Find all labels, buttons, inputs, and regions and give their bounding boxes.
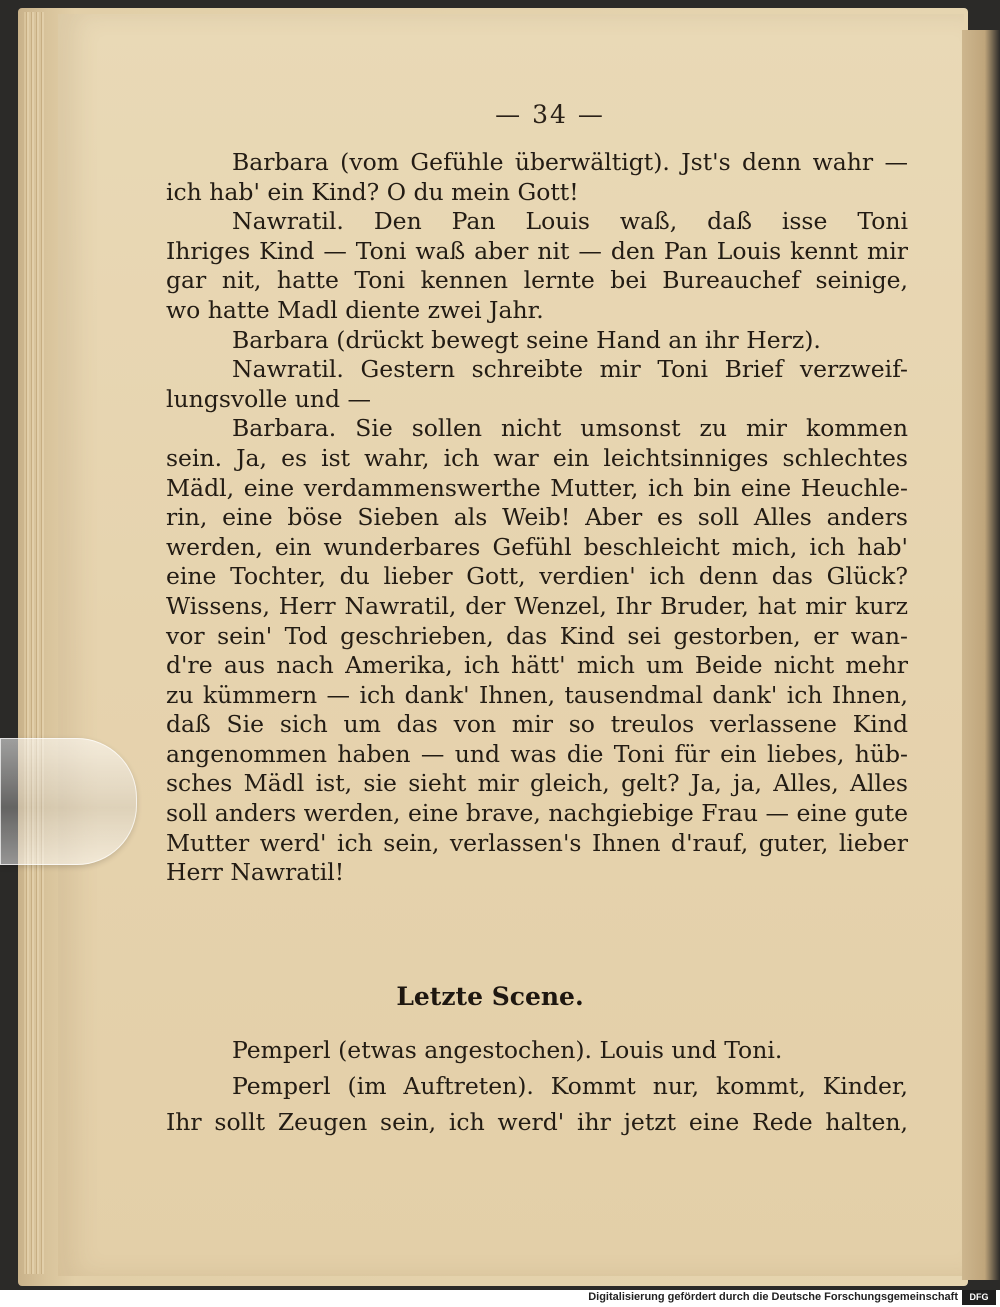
text-line: ich hab' ein Kind? O du mein Gott! [166, 177, 579, 206]
text-line: Barbara (drückt bewegt seine Hand an ihr Herz). [232, 325, 821, 354]
text-line: eine Tochter, du lieber Gott, verdien' ich denn das Glück? [166, 562, 908, 591]
text-line: Nawratil. Gestern schreibte mir Toni Brief verzweif- [232, 355, 908, 384]
text-line: Mutter werd' ich sein, verlassen's Ihnen d'rauf, guter, lieber [166, 828, 908, 857]
text-line: sein. Ja, es ist wahr, ich war ein leichtsinniges schlechtes [166, 443, 908, 472]
page-stack-edge [24, 12, 44, 1274]
body-text [166, 148, 908, 888]
text-line: d're aus nach Amerika, ich hätt' mich um Beide nicht mehr [166, 651, 908, 680]
text-line: gar nit, hatte Toni kennen lernte bei Bureauchef seinige, [166, 266, 908, 295]
page-clip [0, 738, 137, 865]
book-right-edge [962, 30, 1000, 1280]
text-line: Barbara (vom Gefühle überwältigt). Jst's denn wahr — [232, 148, 908, 176]
text-line: Ihriges Kind — Toni waß aber nit — den Pan Louis kennt mir [166, 236, 908, 265]
text-line: Nawratil. Den Pan Louis waß, daß isse Toni [232, 207, 908, 236]
text-line: Mädl, eine verdammenswerthe Mutter, ich bin eine Heuchle- [166, 473, 908, 502]
text-line: lungsvolle und — [166, 384, 372, 413]
text-line: Wissens, Herr Nawratil, der Wenzel, Ihr Bruder, hat mir kurz [166, 591, 908, 620]
text-line: Pemperl (etwas angestochen). Louis und Toni. [232, 1036, 783, 1064]
text-line: Ihr sollt Zeugen sein, ich werd' ihr jetzt eine Rede halten, [166, 1108, 908, 1136]
text-line: vor sein' Tod geschrieben, das Kind sei gestorben, er wan- [166, 621, 908, 650]
text-line: sches Mädl ist, sie sieht mir gleich, gelt? Ja, ja, Alles, Alles [166, 769, 908, 798]
dfg-logo-icon: DFG [962, 1290, 996, 1305]
text-line: werden, ein wunderbares Gefühl beschleicht mich, ich hab' [166, 532, 908, 561]
text-line: Herr Nawratil! [166, 858, 345, 887]
text-line: angenommen haben — und was die Toni für ein liebes, hüb- [166, 739, 908, 768]
scene-heading: Letzte Scene. [396, 982, 584, 1011]
funding-note: Digitalisierung gefördert durch die Deutsche Forschungsgemeinschaft [588, 1291, 958, 1303]
text-line: daß Sie sich um das von mir so treulos verlassene Kind [166, 710, 908, 739]
text-line: Barbara. Sie sollen nicht umsonst zu mir kommen [232, 414, 908, 443]
text-line: wo hatte Madl diente zwei Jahr. [166, 295, 544, 324]
page-number: — 34 — [495, 100, 605, 129]
text-line: soll anders werden, eine brave, nachgiebige Frau — eine gute [166, 799, 908, 828]
text-line: zu kümmern — ich dank' Ihnen, tausendmal dank' ich Ihnen, [166, 680, 908, 709]
text-line: rin, eine böse Sieben als Weib! Aber es soll Alles anders [166, 503, 908, 532]
footer-bar [0, 1290, 1000, 1307]
text-line: Pemperl (im Auftreten). Kommt nur, kommt, Kinder, [232, 1072, 908, 1100]
scene-text [166, 1032, 908, 1140]
